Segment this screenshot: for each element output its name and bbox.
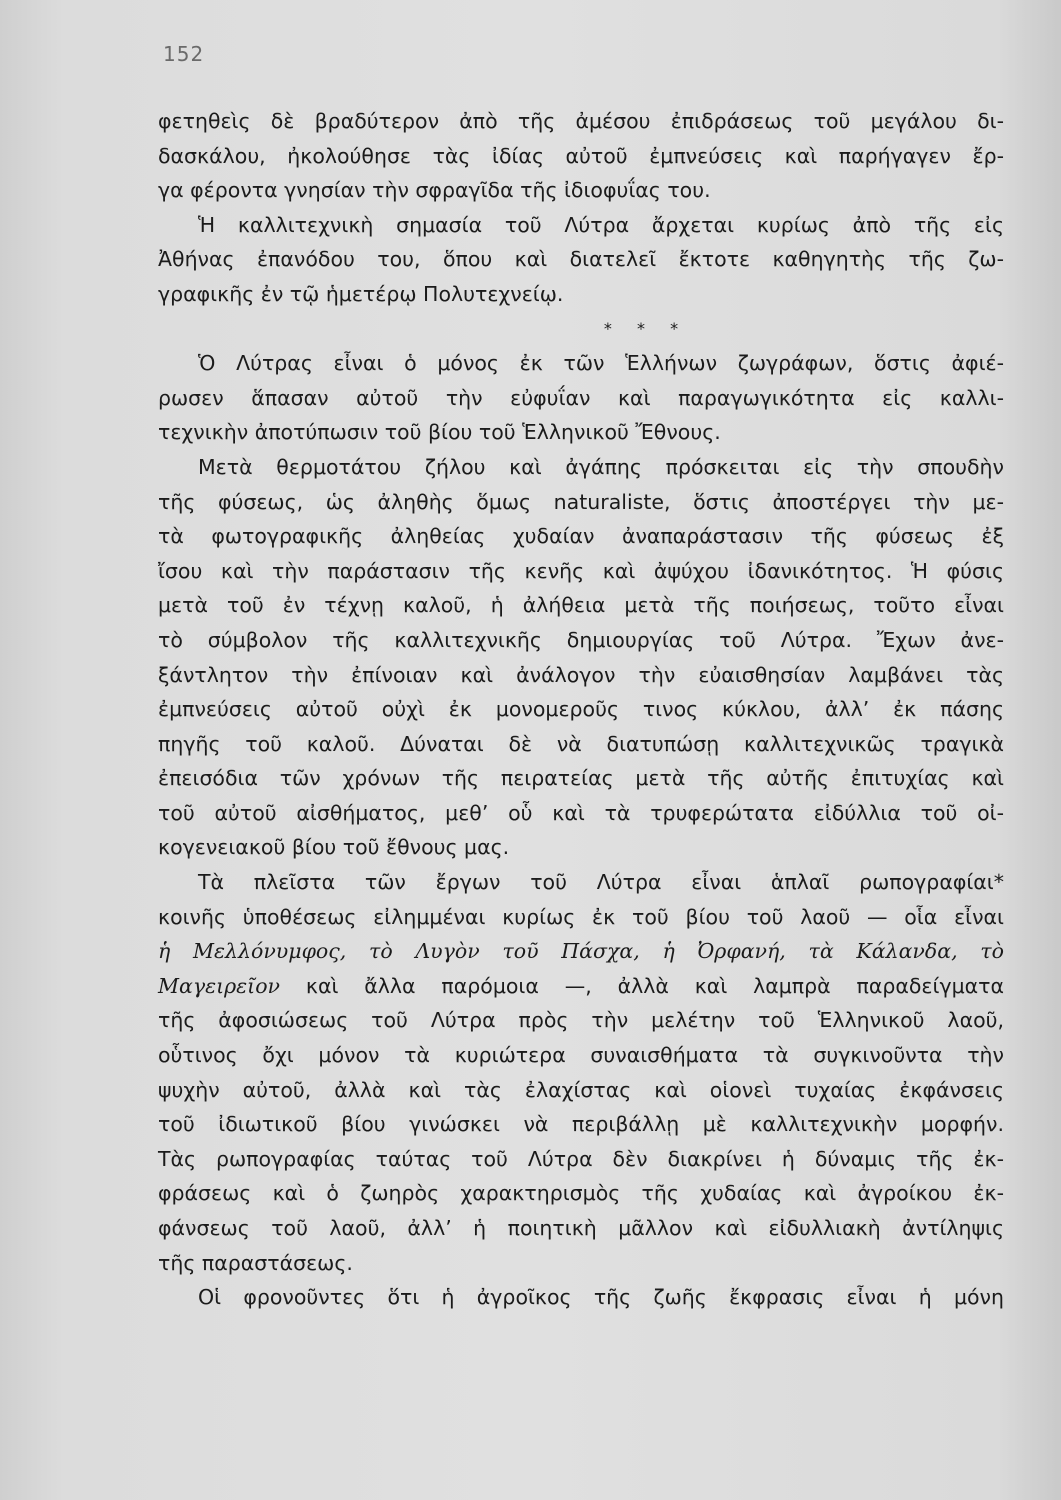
- text-line: δασκάλου, ἠκολούθησε τὰς ἰδίας αὐτοῦ ἐμπνεύσεις καὶ παρήγαγεν ἔρ-: [158, 143, 1004, 168]
- text-line: τὰ φωτογραφικῆς ἀληθείας χυδαίαν ἀναπαράστασιν τῆς φύσεως ἐξ: [158, 524, 1004, 549]
- text-line: τῆς παραστάσεως.: [158, 1250, 353, 1275]
- text-line: κοινῆς ὑποθέσεως εἰλημμέναι κυρίως ἐκ τοῦ βίου τοῦ λαοῦ — οἷα εἶναι: [158, 904, 1004, 929]
- text-line: πηγῆς τοῦ καλοῦ. Δύναται δὲ νὰ διατυπώσῃ καλλιτεχνικῶς τραγικὰ: [158, 731, 1004, 756]
- text-line: ἐπεισόδια τῶν χρόνων τῆς πειρατείας μετὰ τῆς αὐτῆς ἐπιτυχίας καὶ: [158, 766, 1004, 791]
- text-line: τοῦ αὐτοῦ αἰσθήματος, μεθ’ οὗ καὶ τὰ τρυφερώτατα εἰδύλλια τοῦ οἰ-: [158, 800, 1004, 825]
- text-line: ξάντλητον τὴν ἐπίνοιαν καὶ ἀνάλογον τὴν εὐαισθησίαν λαμβάνει τὰς: [158, 662, 1004, 687]
- text-line: Ἀθήνας ἐπανόδου του, ὅπου καὶ διατελεῖ ἔκτοτε καθηγητὴς τῆς ζω-: [158, 247, 1004, 272]
- text-line: τοῦ ἰδιωτικοῦ βίου γινώσκει νὰ περιβάλλῃ μὲ καλλιτεχνικὴν μορφήν.: [158, 1112, 1004, 1137]
- text-line: κογενειακοῦ βίου τοῦ ἔθνους μας.: [158, 835, 510, 860]
- text-line-titles: ἡ Μελλόνυμφος, τὸ Λυγὸν τοῦ Πάσχα, ἡ Ὀρφανή, τὰ Κάλανδα, τὸ: [158, 939, 1004, 964]
- text-line: ρωσεν ἅπασαν αὐτοῦ τὴν εὐφυΐαν καὶ παραγωγικότητα εἰς καλλι-: [158, 385, 1004, 410]
- text-line: Ἡ καλλιτεχνικὴ σημασία τοῦ Λύτρα ἄρχεται κυρίως ἀπὸ τῆς εἰς: [198, 212, 1004, 237]
- page-number: 152: [163, 42, 205, 66]
- text-line: τῆς ἀφοσιώσεως τοῦ Λύτρα πρὸς τὴν μελέτην τοῦ Ἑλληνικοῦ λαοῦ,: [158, 1008, 1004, 1033]
- title-mageireion: Μαγειρεῖον: [158, 973, 281, 998]
- text-line: οὗτινος ὄχι μόνον τὰ κυριώτερα συναισθήματα τὰ συγκινοῦντα τὴν: [158, 1043, 1004, 1068]
- text-line: [158, 969, 1004, 1004]
- text-line: Τὰ πλεῖστα τῶν ἔργων τοῦ Λύτρα εἶναι ἁπλαῖ ρωπογραφίαι*: [198, 870, 1004, 895]
- text-line-rest: καὶ ἄλλα παρόμοια —, ἀλλὰ καὶ λαμπρὰ παραδείγματα: [280, 973, 1004, 998]
- text-line: γα φέροντα γνησίαν τὴν σφραγῖδα τῆς ἰδιοφυΐας του.: [158, 178, 711, 203]
- text-line: Ὁ Λύτρας εἶναι ὁ μόνος ἐκ τῶν Ἑλλήνων ζωγράφων, ὅστις ἀφιέ-: [198, 351, 1004, 376]
- text-line: φράσεως καὶ ὁ ζωηρὸς χαρακτηρισμὸς τῆς χυδαίας καὶ ἀγροίκου ἐκ-: [158, 1181, 1004, 1206]
- body-text: [158, 104, 1004, 1315]
- text-line: Μετὰ θερμοτάτου ζήλου καὶ ἀγάπης πρόσκειται εἰς τὴν σπουδὴν: [198, 454, 1004, 479]
- text-line: ἐμπνεύσεις αὐτοῦ οὐχὶ ἐκ μονομεροῦς τινος κύκλου, ἀλλ’ ἐκ πάσης: [158, 697, 1004, 722]
- text-line: ἴσου καὶ τὴν παράστασιν τῆς κενῆς καὶ ἀψύχου ἰδανικότητος. Ἡ φύσις: [158, 558, 1004, 583]
- text-line: Οἱ φρονοῦντες ὅτι ἡ ἀγροῖκος τῆς ζωῆς ἔκφρασις εἶναι ἡ μόνη: [198, 1285, 1004, 1310]
- text-line: ψυχὴν αὐτοῦ, ἀλλὰ καὶ τὰς ἐλαχίστας καὶ οἱονεὶ τυχαίας ἐκφάνσεις: [158, 1077, 1004, 1102]
- text-line: τῆς φύσεως, ὡς ἀληθὴς ὅμως naturaliste, ὅστις ἀποστέργει τὴν με-: [158, 489, 1004, 514]
- text-line: τεχνικὴν ἀποτύπωσιν τοῦ βίου τοῦ Ἑλληνικοῦ Ἔθνους.: [158, 420, 721, 445]
- section-separator: * * *: [603, 318, 689, 338]
- text-line: μετὰ τοῦ ἐν τέχνῃ καλοῦ, ἡ ἀλήθεια μετὰ τῆς ποιήσεως, τοῦτο εἶναι: [158, 593, 1004, 618]
- text-line: φετηθεὶς δὲ βραδύτερον ἀπὸ τῆς ἀμέσου ἐπιδράσεως τοῦ μεγάλου δι-: [158, 109, 1004, 133]
- text-line: φάνσεως τοῦ λαοῦ, ἀλλ’ ἡ ποιητικὴ μᾶλλον καὶ εἰδυλλιακὴ ἀντίληψις: [158, 1216, 1004, 1240]
- text-line: Τὰς ρωπογραφίας ταύτας τοῦ Λύτρα δὲν διακρίνει ἡ δύναμις τῆς ἐκ-: [158, 1146, 1004, 1171]
- text-line: γραφικῆς ἐν τῷ ἡμετέρῳ Πολυτεχνείῳ.: [158, 281, 564, 306]
- text-line: τὸ σύμβολον τῆς καλλιτεχνικῆς δημιουργίας τοῦ Λύτρα. Ἔχων ἀνε-: [158, 627, 1004, 652]
